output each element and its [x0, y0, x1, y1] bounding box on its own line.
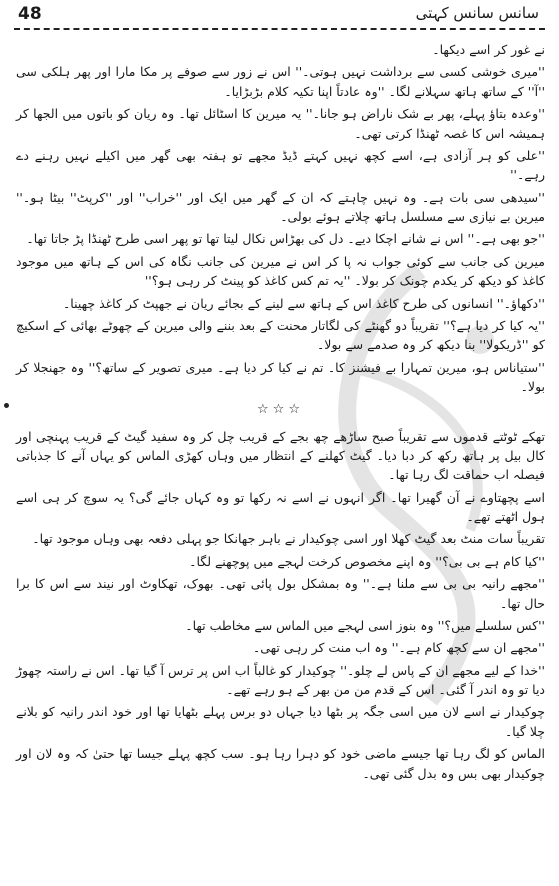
paragraph: ''خدا کے لیے مجھے ان کے پاس لے چلو۔'' چوکیدار کو غالباً اب اس پر ترس آ گیا تھا۔ اس نے راستہ چھوڑ دیا تو وہ اندر آ گئی۔ اس کے قدم من من بھر کے ہو رہے تھے۔: [16, 662, 545, 698]
paragraph: ''کیا کام ہے بی بی؟'' وہ اپنے مخصوص کرخت لہجے میں پوچھنے لگا۔: [189, 553, 545, 569]
paragraph: تھکے ٹوٹتے قدموں سے تقریباً صبح ساڑھے چھ بجے کے قریب چل کر وہ سفید گیٹ کے قریب پہنچی اور کال بیل پر ہاتھ رکھ کر دبا دیا۔ گیٹ کھلنے کے انتظار میں وہاں کھڑی الماس کو یہاں آنے کا جذباتی فیصلہ اب حماقت لگ رہا تھا۔: [16, 428, 545, 483]
paragraph: اسے پچھتاوے نے آن گھیرا تھا۔ اگر انہوں نے اسے نہ رکھا تو وہ کہاں جائے گی؟ یہ سوچ کر ہی اسے ہول اٹھتے تھے۔: [16, 489, 545, 525]
paragraph: تقریباً سات منٹ بعد گیٹ کھلا اور اسی چوکیدار نے باہر جھانکا جو پہلی دفعہ بھی وہاں موجود تھا۔: [32, 531, 545, 547]
page-number: 48: [18, 4, 42, 24]
paragraph: ''علی کو ہر آزادی ہے، اسے کچھ نہیں کہتے ڈیڈ مجھے تو ہفتہ بھی گھر میں اکیلے نہیں رہنے دے رہے۔'': [16, 147, 545, 183]
paragraph: ''یہ کیا کر دیا ہے؟'' تقریباً دو گھنٹے کی لگاتار محنت کے بعد بننے والی میرین کے چھوٹے بھائی کے اسکیچ کو ''ڈریکولا'' بنا دیکھ کر وہ صدمے سے بولا۔: [16, 317, 545, 353]
paragraph: ''کس سلسلے میں؟'' وہ بنوز اسی لہجے میں الماس سے مخاطب تھا۔: [185, 617, 545, 633]
page-header: [14, 4, 545, 26]
paragraph: ''مجھے رانیہ بی بی سے ملنا ہے۔'' وہ بمشکل بول پائی تھی۔ بھوک، تھکاوٹ اور نیند سے اس کا برا حال تھا۔: [16, 576, 545, 611]
running-title: سانس سانس کہتی: [415, 4, 539, 22]
paragraph: ''دکھاؤ۔'' انسانوں کی طرح کاغذ اس کے ہاتھ سے لینے کے بجائے ریان نے جھپٹ کر کاغذ چھینا۔: [62, 295, 545, 311]
section-break-stars: ☆☆☆: [257, 402, 304, 418]
paragraph: نے غور کر اسے دیکھا۔: [432, 42, 545, 57]
paragraph: ''جو بھی ہے۔'' اس نے شانے اچکا دیے۔ دل کی بھڑاس نکال لیتا تھا تو پھر اسی طرح ٹھنڈا پڑ جاتا تھا۔: [26, 231, 545, 247]
paragraph: میرین کی جانب سے کوئی جواب نہ پا کر اس نے میرین کی جانب نگاہ کی اس کے ہاتھ میں موجود کاغذ کو دیکھ کر یکدم چونک کر بولا۔ ''یہ تم کس کاغذ کو پینٹ کر رہی ہو؟'': [16, 253, 545, 289]
paragraph: ''وعدہ بتاؤ پہلے، پھر بے شک ناراض ہو جانا۔'' یہ میرین کا اسٹائل تھا۔ وہ ریان کو باتوں میں الجھا کر ہمیشہ اس کا غصہ ٹھنڈا کرتی تھی۔: [16, 106, 545, 141]
paragraph: الماس کو لگ رہا تھا جیسے ماضی خود کو دہرا رہا ہو۔ سب کچھ پہلے جیسا تھا حتیٰ کہ وہ لان اور چوکیدار بھی بس وہ بدل گئی تھی۔: [16, 746, 545, 781]
paragraph: ''مجھے ان سے کچھ کام ہے۔'' وہ اب منت کر رہی تھی۔: [252, 640, 545, 656]
header-rule: [14, 28, 545, 30]
paragraph: ''سیدھی سی بات ہے۔ وہ نہیں چاہتے کہ ان کے گھر میں ایک اور ''خراب'' اور ''کرپٹ'' بیٹا ہو۔'' میرین بے نیازی سے مسلسل ہاتھ چلاتے ہوئے بولی۔: [16, 189, 545, 224]
margin-mark: [4, 403, 9, 408]
story-text: [16, 40, 545, 786]
paragraph: چوکیدار نے اسے لان میں اسی جگہ پر بٹھا دیا جہاں دو برس پہلے بٹھایا تھا اور خود اندر رانیہ کو بلانے چلا گیا۔: [16, 704, 545, 739]
paragraph: ''میری خوشی کسی سے برداشت نہیں ہوتی۔'' اس نے زور سے صوفے پر مکا مارا اور پھر ہلکی سی ''آ'' کے ساتھ ہاتھ سہلانے لگا۔ ''وہ عادتاً اپنا تکیہ کلام بڑبڑایا۔: [16, 64, 545, 99]
paragraph: ''ستیاناس ہو، میرین تمہارا بے فیشنز کا۔ تم نے کیا کر دیا ہے۔ میری تصویر کے ساتھ؟'' وہ جھنجلا کر بولا۔: [16, 359, 545, 394]
